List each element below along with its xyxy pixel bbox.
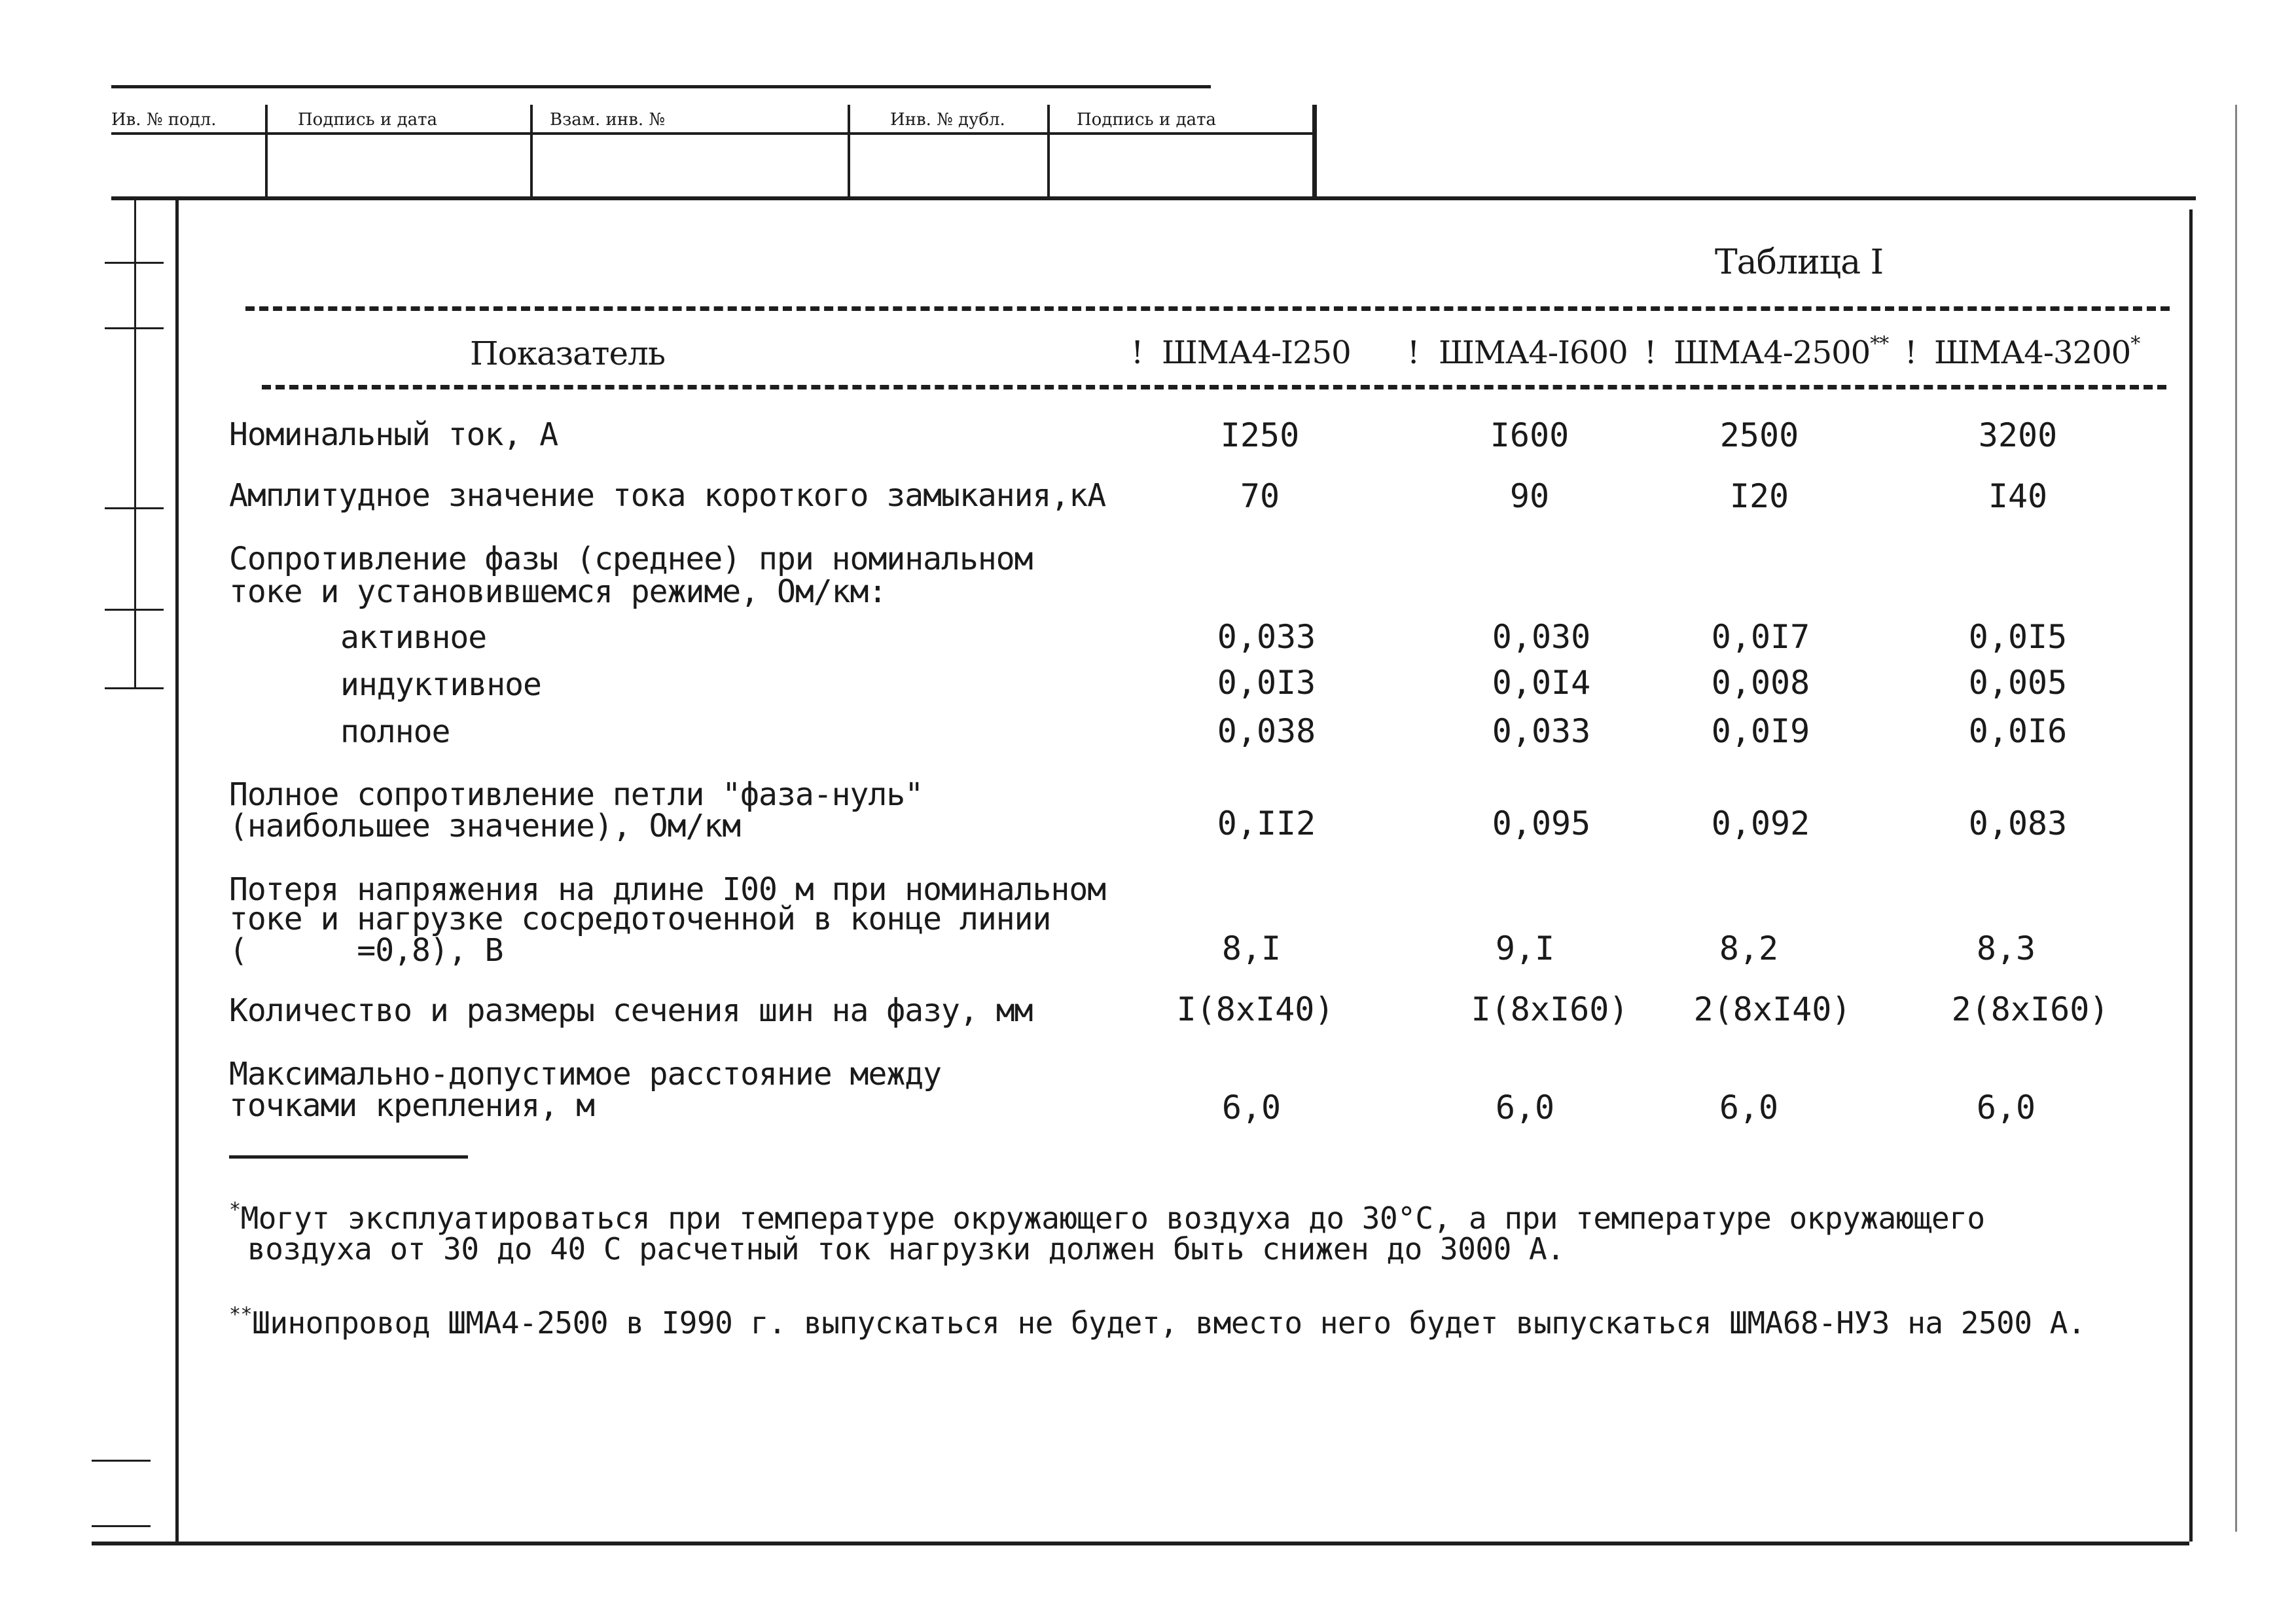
header-separator: ! <box>1905 334 1917 371</box>
stamp-top-border <box>111 85 1211 88</box>
footnote-1-line-1: *Могут эксплуатироваться при температуре окружающего воздуха до 30°С, а при температуре окружающего <box>229 1199 1985 1236</box>
table-cell: 0,0I5 <box>1968 618 2068 656</box>
table-cell: 0,033 <box>1492 712 1591 750</box>
footnote-rule <box>229 1155 468 1159</box>
table-cell: I600 <box>1490 416 1570 454</box>
table-cell: I20 <box>1729 477 1789 515</box>
footnote-mark: * <box>229 1199 241 1221</box>
table-cell: 2(8xI40) <box>1693 990 1852 1028</box>
row-label: (наибольшее значение), Ом/км <box>229 808 741 844</box>
table-cell: 6,0 <box>1976 1089 2036 1127</box>
footnote-mark: * <box>2130 333 2140 355</box>
table-cell: 2500 <box>1719 416 1799 454</box>
approval-stamp-box <box>111 105 1216 200</box>
footnote-mark: ** <box>1870 333 1889 355</box>
header-col-2: ШМА4-I600 <box>1439 334 1628 371</box>
header-top-rule <box>245 306 2170 311</box>
stamp-label: Ив. № подл. <box>111 110 217 130</box>
row-label: полное <box>340 713 450 750</box>
header-separator: ! <box>1131 334 1143 371</box>
header-indicator: Показатель <box>470 334 666 372</box>
table-cell: 0,005 <box>1968 664 2068 702</box>
table-cell: 0,038 <box>1217 712 1316 750</box>
table-cell: 0,008 <box>1711 664 1810 702</box>
frame-left-border <box>175 196 179 1545</box>
frame-bottom-border <box>92 1542 2189 1545</box>
margin-vertical <box>134 196 136 687</box>
header-col-3: ШМА4-2500** <box>1674 333 1889 371</box>
table-title: Таблица I <box>1715 243 1884 282</box>
row-label: ( =0,8), В <box>229 932 503 969</box>
table-cell: 0,0I3 <box>1217 664 1316 702</box>
table-cell: 0,0I4 <box>1492 664 1591 702</box>
row-label: Полное сопротивление петли "фаза-нуль" <box>229 776 924 813</box>
frame-right-border <box>2189 209 2193 1542</box>
row-label: Номинальный ток, А <box>229 416 558 453</box>
table-cell: 8,2 <box>1719 929 1779 967</box>
table-cell: 0,033 <box>1217 618 1316 656</box>
row-label: Сопротивление фазы (среднее) при номинальном <box>229 541 1033 577</box>
table-cell: 0,II2 <box>1217 804 1316 842</box>
table-cell: 0,0I9 <box>1711 712 1810 750</box>
table-cell: 0,0I7 <box>1711 618 1810 656</box>
table-cell: 0,030 <box>1492 618 1591 656</box>
header-col-1: ШМА4-I250 <box>1162 334 1351 371</box>
row-label: активное <box>340 619 487 656</box>
table-cell: 70 <box>1240 477 1280 515</box>
row-label: индуктивное <box>340 666 541 703</box>
stamp-label-underline <box>111 132 1312 135</box>
table-cell: 0,092 <box>1711 804 1810 842</box>
table-cell: 0,0I6 <box>1968 712 2068 750</box>
table-cell: 8,3 <box>1976 929 2036 967</box>
table-cell: 2(8xI60) <box>1951 990 2109 1028</box>
footnote-mark: ** <box>229 1303 253 1326</box>
header-separator: ! <box>1407 334 1420 371</box>
table-cell: 0,095 <box>1492 804 1591 842</box>
header-separator: ! <box>1644 334 1657 371</box>
stamp-label: Подпись и дата <box>1077 110 1216 130</box>
footnote-2-line-1: **Шинопровод ШМА4-2500 в I990 г. выпускаться не будет, вместо него будет выпускаться ШМА68-НУЗ на 2500 А. <box>229 1303 2086 1341</box>
row-label: токе и установившемся режиме, Ом/км: <box>229 573 887 610</box>
stamp-label: Подпись и дата <box>298 110 437 130</box>
row-label: Количество и размеры сечения шин на фазу, мм <box>229 992 1033 1029</box>
outer-right-line <box>2235 105 2237 1532</box>
row-label: Максимально-допустимое расстояние между <box>229 1056 942 1092</box>
footnote-1-line-2: воздуха от 30 до 40 С расчетный ток нагрузки должен быть снижен до 3000 А. <box>247 1231 1565 1267</box>
row-label: Амплитудное значение тока короткого замыкания,кА <box>229 477 1106 514</box>
margin-tick <box>105 687 164 689</box>
header-bottom-rule <box>262 385 2166 389</box>
table-cell: 6,0 <box>1221 1089 1282 1127</box>
stamp-label: Взам. инв. № <box>550 110 665 130</box>
table-cell: 6,0 <box>1495 1089 1555 1127</box>
margin-tick <box>92 1460 151 1462</box>
row-label: точками крепления, м <box>229 1087 594 1124</box>
margin-tick <box>92 1525 151 1527</box>
stamp-label: Инв. № дубл. <box>890 110 1005 130</box>
header-col-4: ШМА4-3200* <box>1934 333 2140 371</box>
row-label: токе и нагрузке сосредоточенной в конце линии <box>229 901 1051 937</box>
table-cell: I250 <box>1220 416 1300 454</box>
table-cell: I40 <box>1988 477 2048 515</box>
table-cell: 9,I <box>1495 929 1555 967</box>
table-cell: 0,083 <box>1968 804 2068 842</box>
table-cell: 8,I <box>1221 929 1282 967</box>
row-label: Потеря напряжения на длине I00 м при номинальном <box>229 871 1106 908</box>
table-cell: 3200 <box>1978 416 2058 454</box>
table-cell: 6,0 <box>1719 1089 1779 1127</box>
table-cell: I(8xI40) <box>1176 990 1335 1028</box>
table-cell: 90 <box>1509 477 1550 515</box>
table-cell: I(8xI60) <box>1471 990 1629 1028</box>
